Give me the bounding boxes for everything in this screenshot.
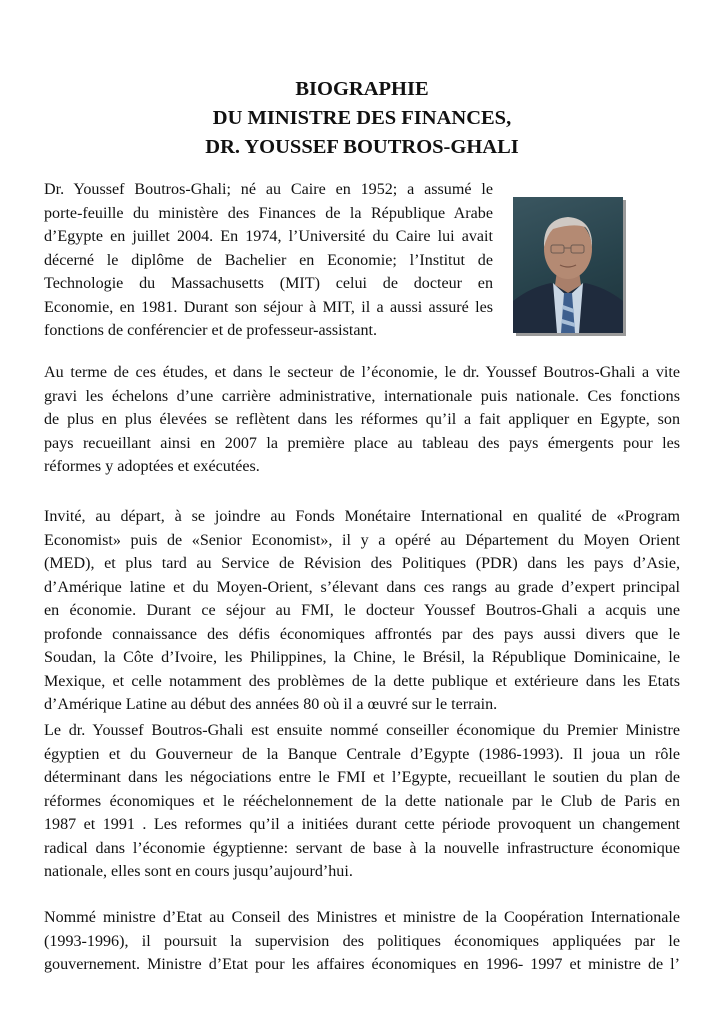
text-line: Invité, au départ, à se joindre au Fonds Monétaire International en qualité de «Program	[44, 508, 680, 525]
text-line: Mexique, et celle notamment des problèmes de la dette publique et extérieure dans les Etats	[44, 672, 680, 690]
text-line: Au terme de ces études, et dans le secteur de l’économie, le dr. Youssef Boutros-Ghali a vite	[44, 364, 680, 381]
portrait-photo	[513, 197, 623, 333]
text-line: profonde connaissance des défis économiques affrontés par des pays aussi divers que le	[44, 625, 680, 643]
text-line: réformes économiques et le rééchelonnement de la dette nationale par le Club de Paris en	[44, 792, 680, 810]
text-line: décerné le diplôme de Bachelier en Economie; l’Institut de	[44, 251, 493, 269]
text-line: pays recueillant ainsi en 2007 la première place au tableau des pays émergents pour les	[44, 434, 680, 452]
text-line: égyptien et du Gouverneur de la Banque Centrale d’Egypte (1986-1993). Il joua un rôle	[44, 745, 680, 763]
text-line: 1987 et 1991 . Les reformes qu’il a initiées durant cette période provoquent un changement	[44, 816, 680, 833]
text-line: nationale, elles sont en cours jusqu’aujourd’hui.	[44, 863, 353, 880]
paragraph-advisor	[44, 719, 680, 884]
text-line: fonctions de conférencier et de professeur-assistant.	[44, 322, 378, 339]
text-line: Dr. Youssef Boutros-Ghali; né au Caire en 1952; a assumé le	[44, 181, 493, 198]
text-line: d’Amérique Latine au début des années 80 où il a œuvré sur le terrain.	[44, 696, 498, 713]
text-line: porte-feuille du ministère des Finances de la République Arabe	[44, 204, 493, 222]
text-line: Le dr. Youssef Boutros-Ghali est ensuite nommé conseiller économique du Premier Ministre	[44, 722, 680, 739]
text-line: d’Egypte en juillet 2004. En 1974, l’Université du Caire lui avait	[44, 228, 493, 245]
text-line: Nommé ministre d’Etat au Conseil des Ministres et ministre de la Coopération Internationale	[44, 909, 680, 926]
text-line: (1993-1996), il poursuit la supervision des politiques économiques appliquées par le	[44, 932, 680, 950]
paragraph-intro	[44, 178, 493, 343]
text-line: en économie. Durant ce séjour au FMI, le docteur Youssef Boutros-Ghali a acquis une	[44, 602, 680, 619]
portrait-icon	[513, 197, 623, 333]
text-line: Technologie du Massachusetts (MIT) celui de docteur en	[44, 275, 493, 292]
title-line: DU MINISTRE DES FINANCES,	[212, 107, 512, 129]
text-line: (MED), et plus tard au Service de Révision des Politiques (PDR) dans les pays d’Asie,	[44, 555, 680, 572]
text-line: radical dans l’économie égyptienne: servant de base à la nouvelle infrastructure économique	[44, 839, 680, 857]
title-line: BIOGRAPHIE	[295, 78, 429, 100]
text-line: gouvernement. Ministre d’Etat pour les affaires économiques en 1996- 1997 et ministre de l’	[44, 956, 680, 973]
text-line: d’Amérique latine et du Moyen-Orient, s’élevant dans ces rangs au grade d’expert principal	[44, 578, 680, 596]
text-line: Soudan, la Côte d’Ivoire, les Philippines, la Chine, le Brésil, la République Dominicaine, le	[44, 649, 680, 666]
title-line: DR. YOUSSEF BOUTROS-GHALI	[205, 136, 519, 158]
text-line: déterminant dans les négociations entre le FMI et l’Egypte, recueillant le soutien du plan de	[44, 769, 680, 786]
text-line: Economie, en 1981. Durant son séjour à MIT, il a aussi assuré les	[44, 298, 493, 316]
paragraph-minister	[44, 906, 680, 977]
paragraph-career	[44, 361, 680, 479]
text-line: réformes y adoptées et exécutées.	[44, 458, 260, 475]
document-title	[0, 75, 724, 162]
text-line: gravi les échelons d’une carrière administrative, internationale puis nationale. Ces fonctions	[44, 387, 680, 405]
paragraph-imf	[44, 505, 680, 717]
text-line: Economist» puis de «Senior Economist», il y a opéré au Département du Moyen Orient	[44, 531, 680, 549]
text-line: de plus en plus élevées se reflètent dans les réformes qu’il a fait appliquer en Egypte, son	[44, 411, 680, 428]
